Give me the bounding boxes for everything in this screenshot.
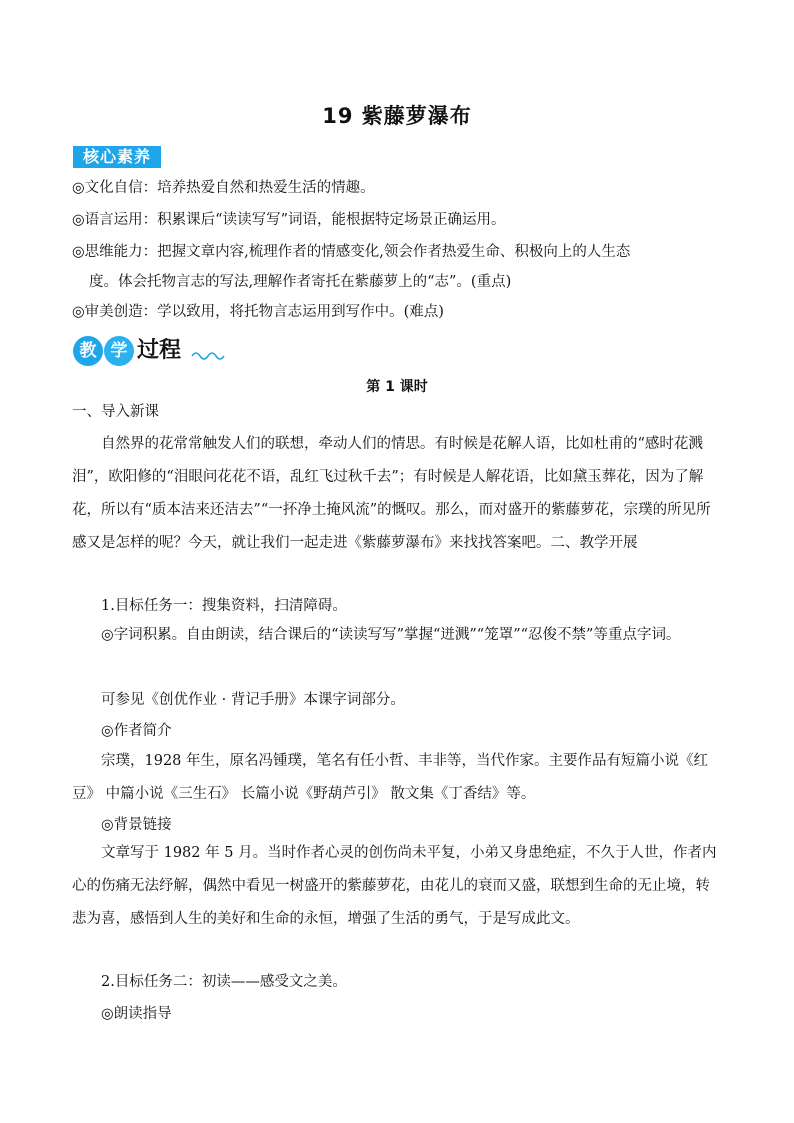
background-heading: ◎背景链接 bbox=[101, 817, 172, 833]
author-paragraph: 宗璞，1928 年生，原名冯锺璞，笔名有任小哲、丰非等，当代作家。主要作品有短篇小说《红豆》 中篇小说《三生石》 长篇小说《野葫芦引》 散文集《丁香结》等。 bbox=[72, 753, 709, 802]
author-heading: ◎作者简介 bbox=[101, 723, 172, 739]
process-text: 过程 bbox=[137, 338, 182, 363]
wave-decoration-icon bbox=[191, 348, 225, 360]
core-item-culture: ◎文化自信：培养热爱自然和热爱生活的情趣。 bbox=[72, 180, 375, 196]
core-item-thinking-line2: 度。体会托物言志的写法,理解作者寄托在紫藤萝上的“志”。(重点) bbox=[89, 274, 512, 290]
reference-note: 可参见《创优作业 · 背记手册》本课字词部分。 bbox=[101, 692, 405, 708]
vocabulary-paragraph: ◎字词积累。自由朗读，结合课后的“读读写写”掌握“迸溅”“笼罩”“忍俊不禁”等重点字词。 bbox=[101, 627, 681, 643]
teaching-process-badge bbox=[73, 334, 223, 368]
lesson-title: 第 1 课时 bbox=[366, 379, 428, 395]
process-char-1: 教 bbox=[73, 336, 103, 366]
core-literacy-badge: 核心素养 bbox=[73, 146, 161, 168]
background-paragraph: 文章写于 1982 年 5 月。当时作者心灵的创伤尚未平复，小弟又身患绝症，不久于人世，作者内心的伤痛无法纾解，偶然中看见一树盛开的紫藤萝花，由花儿的衰而又盛，联想到生命的无止境，转悲为喜，感悟到人生的美好和生命的永恒，增强了生活的勇气，于是写成此文。 bbox=[72, 845, 717, 927]
intro-paragraph: 自然界的花常常触发人们的联想，牵动人们的情思。有时候是花解人语，比如杜甫的“感时花溅泪”，欧阳修的“泪眼问花花不语，乱红飞过秋千去”；有时候是人解花语，比如黛玉葬花，因为了解花，所以有“质本洁来还洁去”“一抔净土掩风流”的慨叹。那么，而对盛开的紫藤萝花，宗璞的所见所感又是怎样的呢？今天，就让我们一起走进《紫藤萝瀑布》来找找答案吧。二、教学开展 bbox=[72, 436, 711, 551]
core-item-language: ◎语言运用：积累课后“读读写写”词语，能根据特定场景正确运用。 bbox=[72, 212, 506, 228]
reading-guide-heading: ◎朗读指导 bbox=[101, 1006, 172, 1022]
page-title: 19 紫藤萝瀑布 bbox=[322, 104, 472, 128]
process-char-2: 学 bbox=[104, 336, 134, 366]
task-two: 2.目标任务二：初读——感受文之美。 bbox=[101, 974, 347, 990]
task-one: 1.目标任务一：搜集资料，扫清障碍。 bbox=[101, 598, 347, 614]
core-item-thinking-line1: ◎思维能力：把握文章内容,梳理作者的情感变化,领会作者热爱生命、积极向上的人生态 bbox=[72, 244, 631, 260]
core-item-aesthetic: ◎审美创造：学以致用，将托物言志运用到写作中。(难点) bbox=[72, 304, 444, 320]
section-heading-intro: 一、导入新课 bbox=[72, 404, 159, 420]
